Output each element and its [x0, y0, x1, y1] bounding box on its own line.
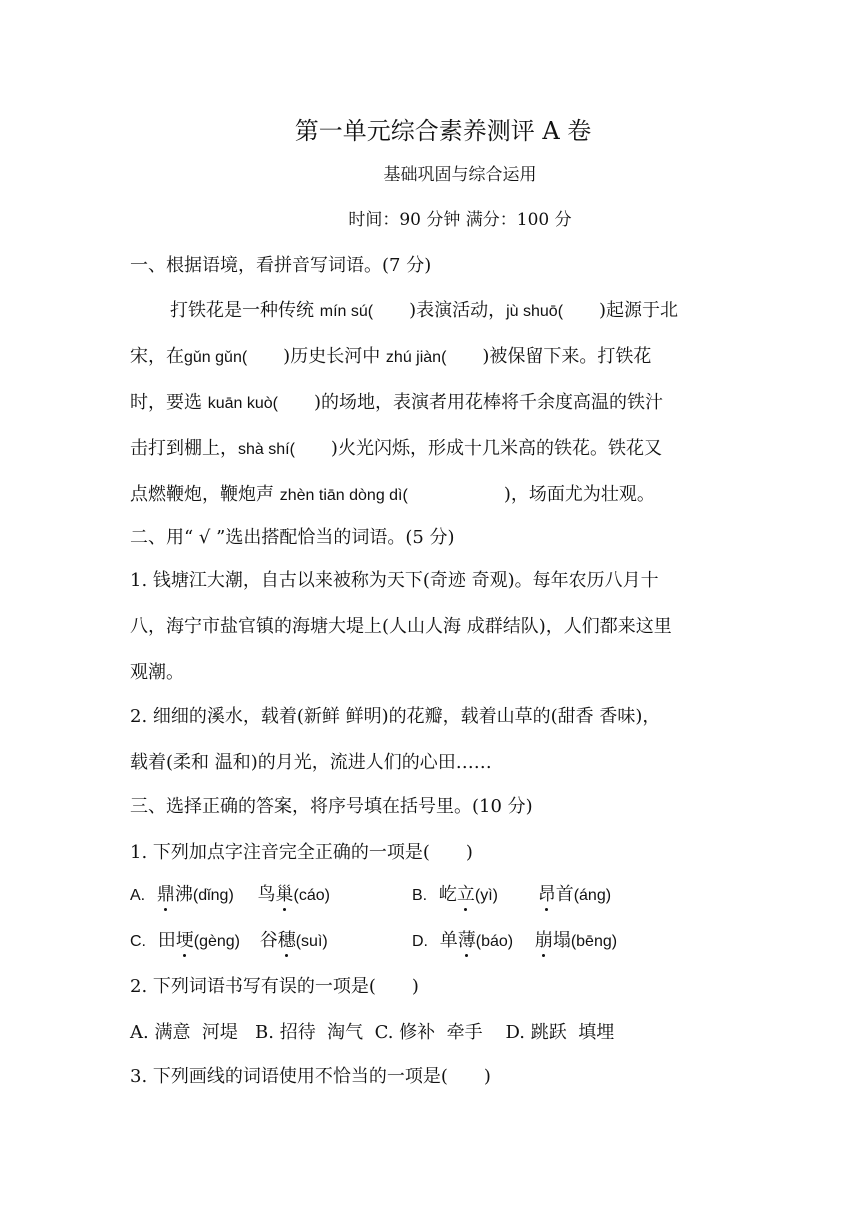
s3-q1 — [130, 838, 473, 864]
dotted-char: 立 — [457, 880, 475, 906]
text: 点燃鞭炮，鞭炮声 — [130, 484, 280, 505]
section-1-heading: 一、根据语境，看拼音写词语。(7 分) — [130, 255, 432, 276]
dotted-char: 昂 — [538, 880, 556, 906]
char: 塌 — [552, 930, 571, 951]
page-subtitle: 基础巩固与综合运用 — [383, 165, 537, 185]
question-text: ) — [411, 976, 419, 997]
text: )被保留下来。打铁花 — [482, 346, 652, 367]
char: 首 — [555, 884, 574, 905]
s3-q2-options[interactable]: A. 满意 河堤 B. 招待 淘气 C. 修补 牵手 D. 跳跃 填埋 — [130, 1022, 615, 1043]
pinyin: (yì) — [474, 887, 498, 904]
question-text: ) — [465, 842, 473, 863]
text: 打铁花是一种传统 — [170, 300, 320, 321]
text: )的场地，表演者用花棒将千余度高温的铁汁 — [314, 392, 664, 413]
dotted-char: 巢 — [276, 880, 294, 906]
s1-line-4 — [130, 434, 662, 460]
text: 时，要选 — [130, 392, 208, 413]
text: )起源于北 — [599, 300, 679, 321]
option-word — [535, 930, 617, 951]
option-word — [258, 884, 330, 905]
pinyin: mín sú( — [319, 303, 374, 320]
s1-line-1 — [170, 296, 678, 322]
dotted-char: 埂 — [176, 926, 194, 952]
option-label: A. — [130, 887, 146, 904]
option-label: D. — [412, 933, 428, 950]
pinyin: (báo) — [475, 933, 514, 950]
pinyin: gǔn gǔn( — [184, 349, 248, 366]
char: 单 — [439, 930, 458, 951]
s2-q1-line-2: 八，海宁市盐官镇的海塘大堤上(人山人海 成群结队)，人们都来这里 — [130, 616, 672, 637]
s2-q1-line-1: 1. 钱塘江大潮，自古以来被称为天下(奇迹 奇观)。每年农历八月十 — [130, 570, 659, 591]
pinyin: (ɡènɡ) — [193, 933, 240, 950]
pinyin: zhèn tiān dònɡ dì( — [279, 487, 408, 504]
section-2-heading: 二、用“ √ ”选出搭配恰当的词语。(5 分) — [130, 527, 455, 548]
char: 谷 — [259, 930, 278, 951]
pinyin: zhú jiàn( — [385, 349, 447, 366]
option-b[interactable] — [412, 880, 611, 906]
text: )历史长河中 — [283, 346, 386, 367]
s3-q3 — [130, 1062, 491, 1088]
s1-line-3 — [130, 388, 663, 414]
dotted-char: 崩 — [535, 926, 553, 952]
option-label: C. — [130, 933, 146, 950]
pinyin: (ánɡ) — [573, 887, 612, 904]
pinyin: kuān kuò( — [207, 395, 278, 412]
pinyin: (dǐnɡ) — [192, 887, 234, 904]
question-text: 2. 下列词语书写有误的一项是( — [130, 976, 376, 997]
pinyin: shà shí( — [238, 441, 295, 458]
s1-line-2 — [130, 342, 651, 368]
section-3-heading: 三、选择正确的答案，将序号填在括号里。(10 分) — [130, 796, 533, 817]
s2-q2-line-1: 2. 细细的溪水，载着(新鲜 鲜明)的花瓣，载着山草的(甜香 香味)， — [130, 706, 661, 727]
option-a[interactable] — [130, 880, 330, 906]
pinyin: (suì) — [295, 933, 328, 950]
question-text: 3. 下列画线的词语使用不恰当的一项是( — [130, 1066, 448, 1087]
option-word — [157, 884, 234, 905]
pinyin: jù shuō( — [506, 303, 564, 320]
char: 田 — [157, 930, 176, 951]
option-label: B. — [412, 887, 428, 904]
char: 鸟 — [257, 884, 276, 905]
dotted-char: 薄 — [458, 926, 476, 952]
option-word — [440, 930, 513, 951]
text: 宋，在 — [130, 346, 184, 367]
text: 击打到棚上， — [130, 438, 238, 459]
text: )，场面尤为壮观。 — [503, 484, 655, 505]
s1-line-5 — [130, 480, 655, 506]
pinyin: (bēnɡ) — [570, 933, 618, 950]
s2-q2-line-2: 载着(柔和 温和)的月光，流进人们的心田…… — [130, 752, 492, 773]
question-text: 1. 下列加点字注音完全正确的一项是( — [130, 842, 430, 863]
s3-q2 — [130, 972, 419, 998]
char: 屹 — [438, 884, 457, 905]
option-word — [260, 930, 328, 951]
option-word — [439, 884, 498, 905]
dotted-char: 鼎 — [157, 880, 175, 906]
text: )表演活动， — [409, 300, 507, 321]
pinyin: (cáo) — [293, 887, 330, 904]
option-word — [158, 930, 240, 951]
page-title: 第一单元综合素养测评 A 卷 — [294, 117, 592, 145]
question-text: ) — [483, 1066, 491, 1087]
exam-meta: 时间：90 分钟 满分：100 分 — [348, 210, 572, 230]
dotted-char: 穗 — [278, 926, 296, 952]
text: )火光闪烁，形成十几米高的铁花。铁花又 — [330, 438, 662, 459]
s2-q1-line-3: 观潮。 — [130, 662, 184, 683]
option-d[interactable] — [412, 926, 617, 952]
option-word — [538, 884, 611, 905]
option-c[interactable] — [130, 926, 328, 952]
char: 沸 — [174, 884, 193, 905]
